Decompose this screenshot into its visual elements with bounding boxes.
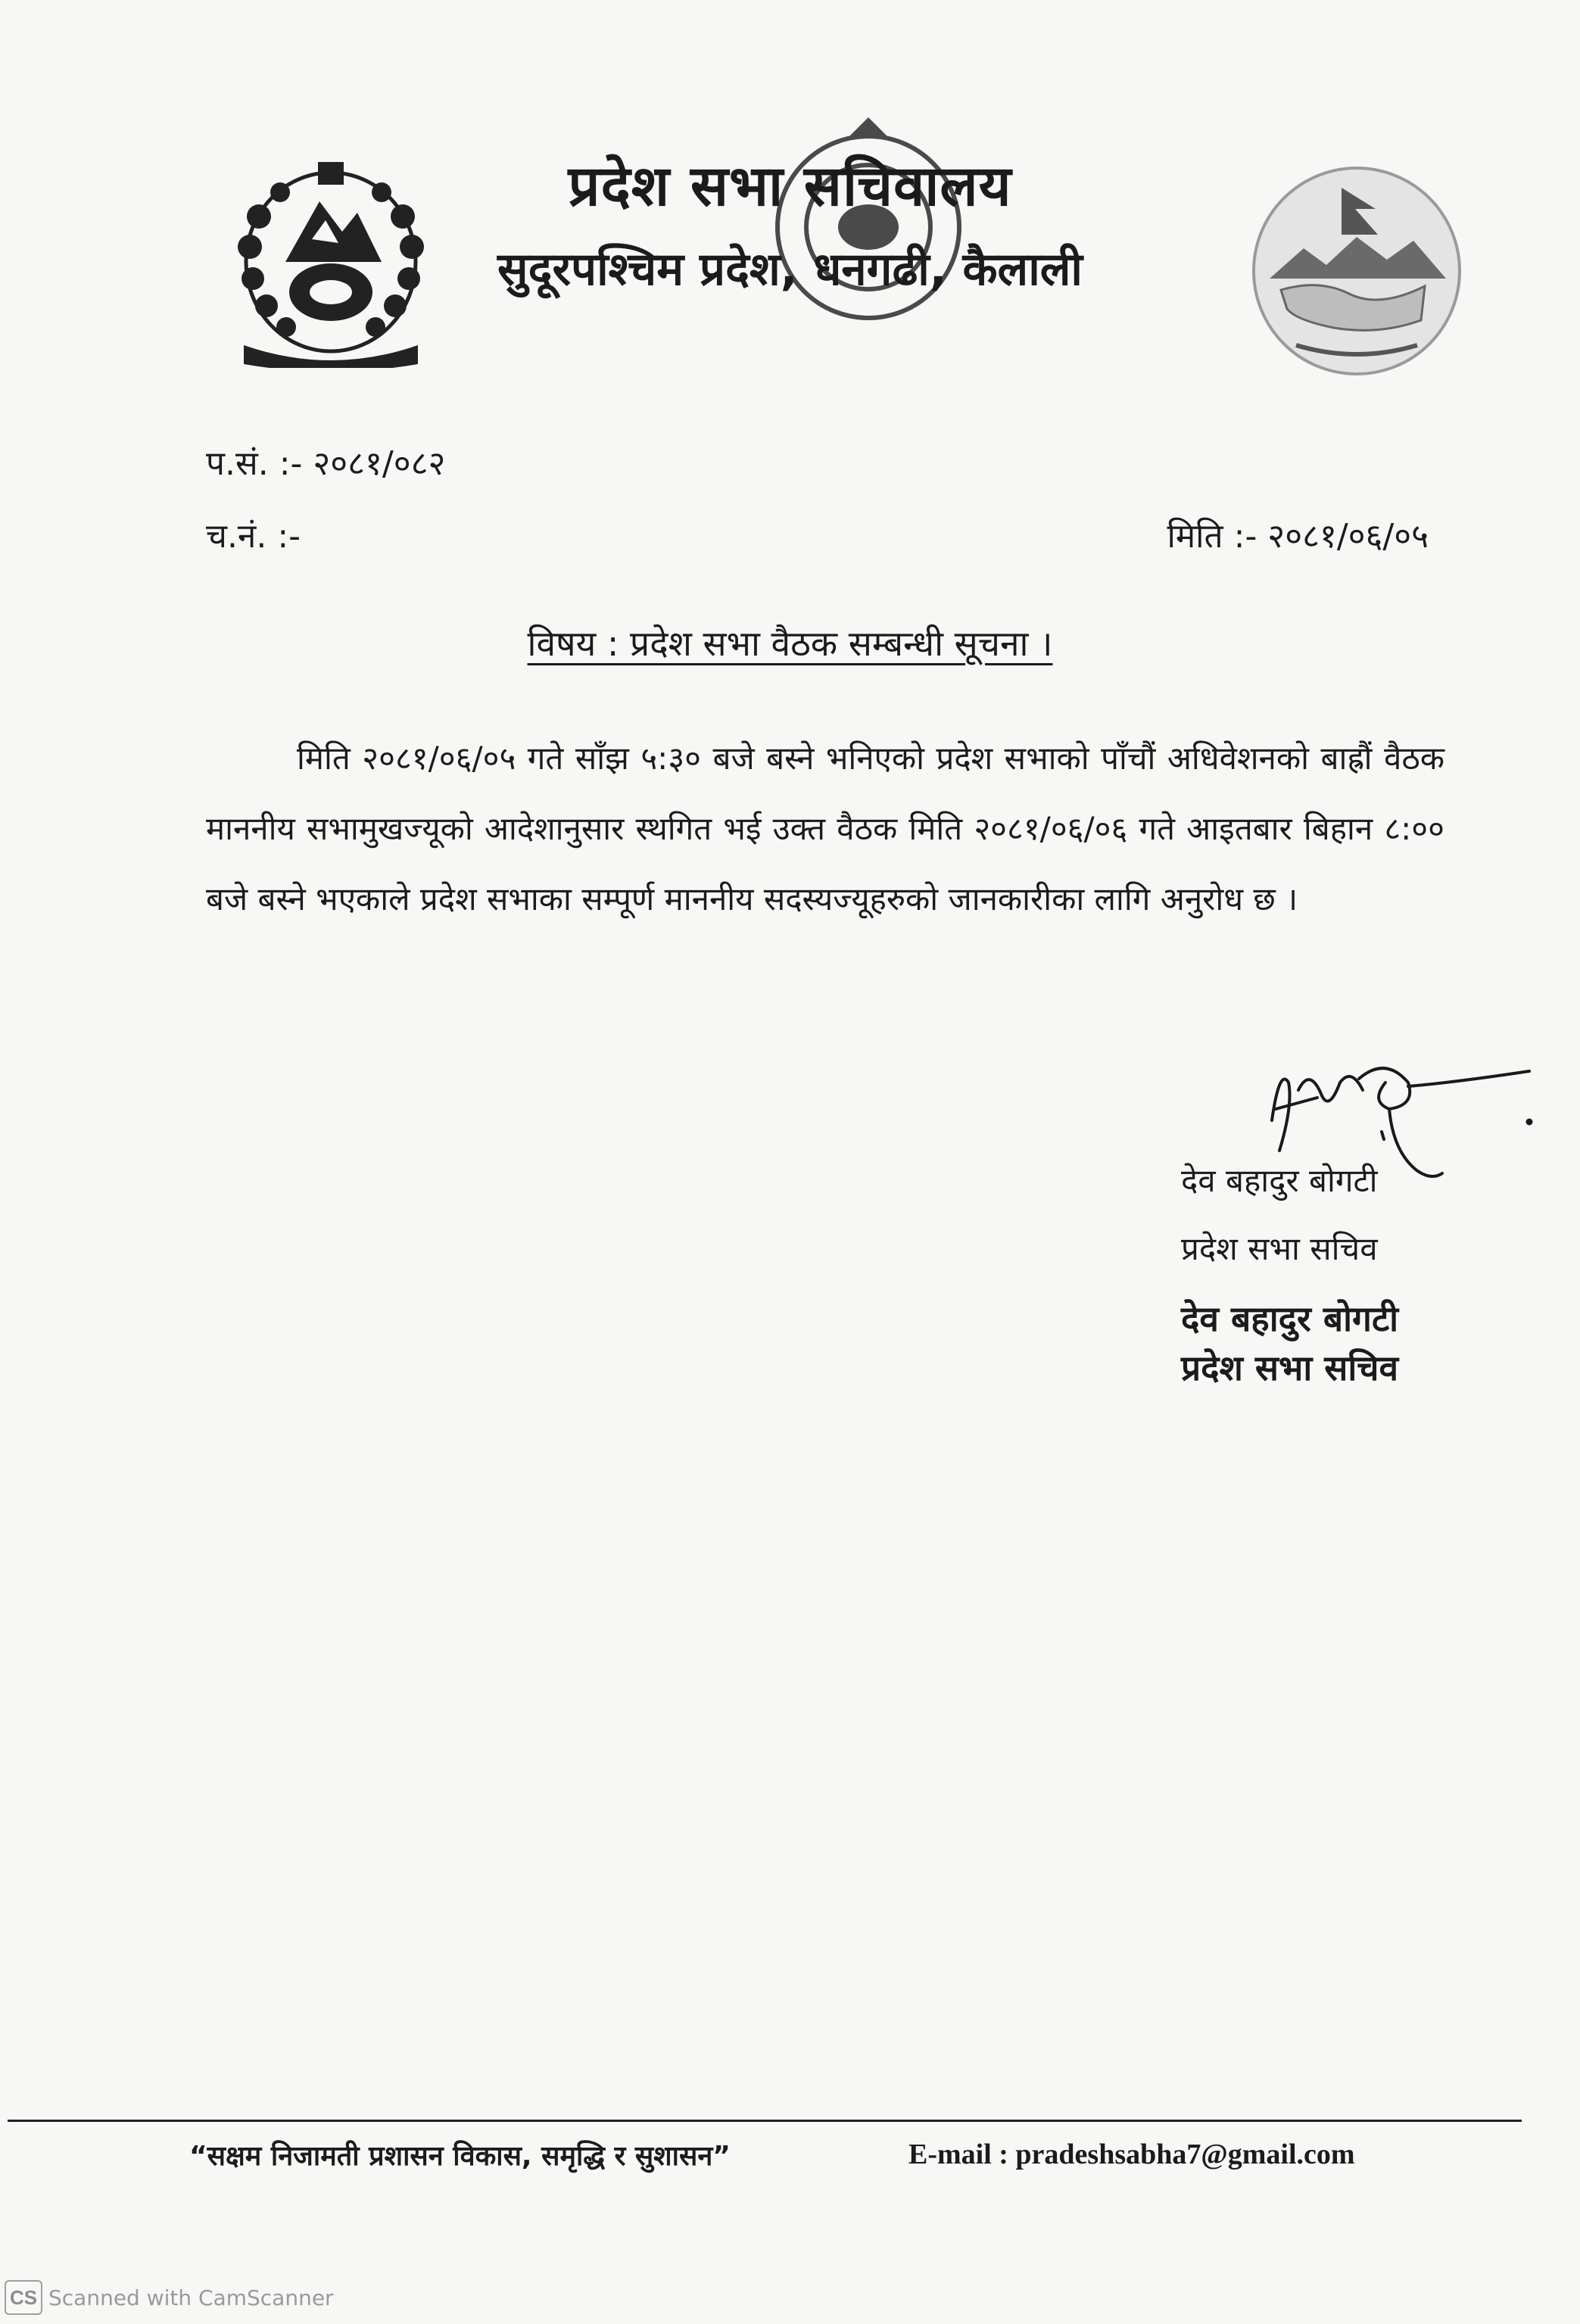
footer-divider <box>8 2120 1522 2122</box>
office-title: प्रदेश सभा सचिवालय <box>568 154 1012 219</box>
dispatch-number: च.नं. :- <box>206 517 301 556</box>
signatory-title: प्रदेश सभा सचिव <box>1181 1230 1378 1267</box>
signatory-name: देव बहादुर बोगटी <box>1181 1162 1378 1199</box>
letter-body: मिति २०८१/०६/०५ गते साँझ ५:३० बजे बस्ने भनिएको प्रदेश सभाको पाँचौं अधिवेशनको बाह्रौं वैठक माननीय सभामुखज्यूको आदेशानुसार स्थगित भई उक्त वैठक मिति २०८१/०६/०६ गते आइतबार बिहान ८:०० बजे बस्ने भएकाले प्रदेश सभाका सम्पूर्ण माननीय सदस्यज्यूहरुको जानकारीका लागि अनुरोध छ । <box>206 740 1444 917</box>
camscanner-icon: CS <box>5 2280 42 2315</box>
watermark-text: Scanned with CamScanner <box>48 2285 334 2310</box>
footer-email: E-mail : pradeshsabha7@gmail.com <box>908 2139 1355 2170</box>
subject-text: विषय : प्रदेश सभा वैठक सम्बन्धी सूचना । <box>527 623 1053 664</box>
signatory-name-stamp: देव बहादुर बोगटी <box>1181 1298 1399 1339</box>
reference-number: प.सं. :- २०८१/०८२ <box>206 444 446 483</box>
footer-slogan: “सक्षम निजामती प्रशासन विकास, समृद्धि र सुशासन” <box>189 2141 731 2172</box>
scanner-watermark <box>5 2280 334 2315</box>
letter-date: मिति :- २०८१/०६/०५ <box>1167 517 1429 556</box>
office-address: सुदूरपश्चिम प्रदेश, धनगढी, कैलाली <box>497 243 1083 296</box>
signatory-title-stamp: प्रदेश सभा सचिव <box>1181 1347 1399 1388</box>
letter-subject <box>0 619 1580 666</box>
